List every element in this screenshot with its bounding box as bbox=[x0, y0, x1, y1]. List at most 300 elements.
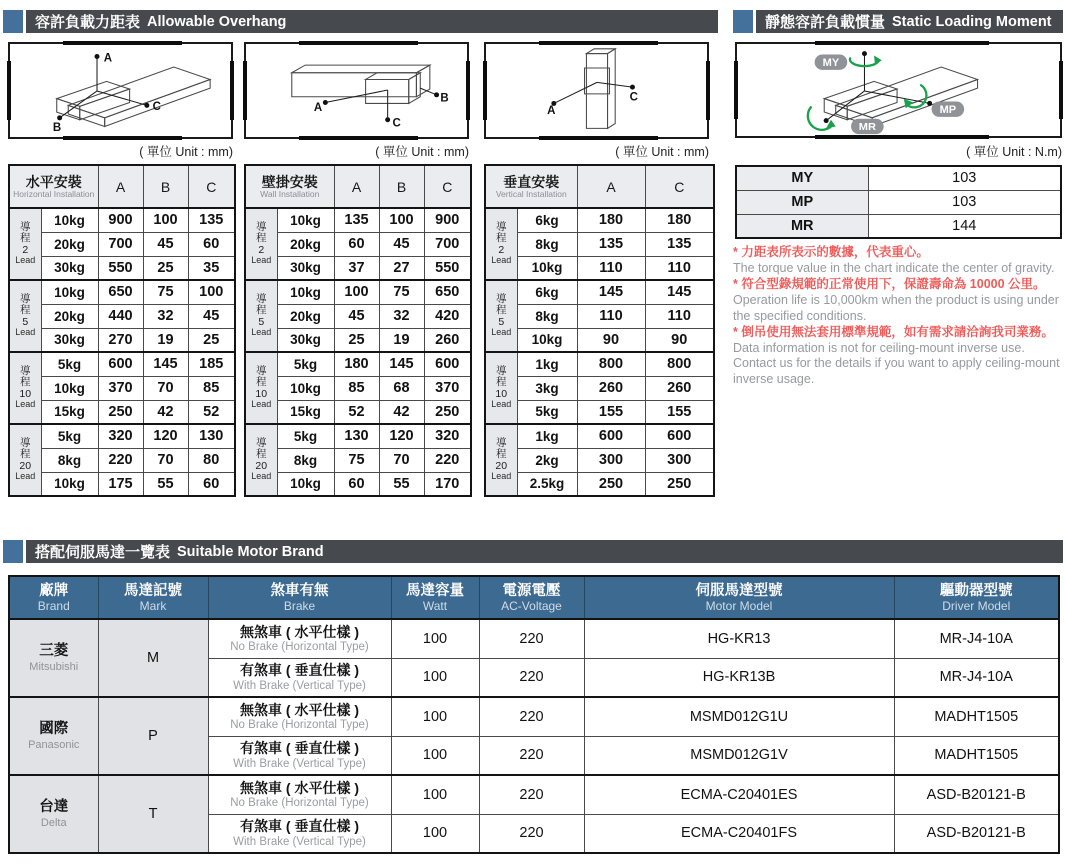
note-text-zh: * 力距表所表示的數據，代表重心。 bbox=[733, 245, 929, 259]
accent-square bbox=[3, 10, 23, 33]
load-cell: 6kg bbox=[517, 280, 577, 304]
moment-label-mp: MP bbox=[939, 104, 957, 116]
point-label-b: B bbox=[52, 122, 62, 135]
motor-column-header-en: Brake bbox=[283, 598, 316, 613]
table-row bbox=[485, 448, 714, 472]
note-text-zh: * 倒吊使用無法套用標準規範，如有需求請洽詢我司業務。 bbox=[733, 325, 1054, 340]
frame-border-mark bbox=[466, 61, 470, 121]
driver-model-cell: MR-J4-10A bbox=[894, 619, 1059, 658]
watt-cell: 100 bbox=[391, 775, 479, 814]
value-cell: 260 bbox=[424, 328, 471, 352]
moment-label-cell: MP bbox=[736, 190, 868, 214]
value-cell: 52 bbox=[334, 400, 379, 424]
moment-badge-my bbox=[815, 55, 848, 70]
static-loading-moment-table bbox=[735, 165, 1062, 239]
value-cell: 135 bbox=[188, 208, 235, 232]
value-cell: 180 bbox=[577, 208, 645, 232]
value-cell: 60 bbox=[334, 232, 379, 256]
unit-label-mm: ( 單位 Unit : mm) bbox=[139, 145, 233, 159]
value-cell: 110 bbox=[577, 256, 645, 280]
motor-model-cell: ECMA-C20401ES bbox=[584, 775, 894, 814]
load-cell: 5kg bbox=[277, 424, 334, 448]
load-cell: 10kg bbox=[517, 256, 577, 280]
note-text-en: Operation life is 10,000km when the product is using under the specified conditions. bbox=[733, 292, 1059, 323]
frame-border-mark bbox=[483, 61, 487, 121]
point-label-c: C bbox=[152, 101, 161, 114]
value-cell: 60 bbox=[334, 472, 379, 496]
section-title-en: Allowable Overhang bbox=[147, 13, 287, 30]
section-title-bar bbox=[756, 10, 1063, 33]
driver-model-cell: ASD-B20121-B bbox=[894, 775, 1059, 814]
column-header: B bbox=[379, 165, 424, 208]
vertical-installation-table-host bbox=[484, 164, 715, 497]
motor-column-header bbox=[584, 576, 894, 619]
table-row bbox=[9, 280, 235, 304]
brake-text-en: No Brake (Horizontal Type) bbox=[230, 719, 369, 732]
brand-cell bbox=[9, 619, 98, 697]
value-cell: 70 bbox=[143, 376, 188, 400]
value-cell: 120 bbox=[143, 424, 188, 448]
value-cell: 32 bbox=[379, 304, 424, 328]
load-cell: 2kg bbox=[517, 448, 577, 472]
table-row bbox=[245, 208, 471, 232]
motor-column-header bbox=[479, 576, 584, 619]
note-text-zh: * 符合型錄規範的正常使用下，保證壽命為 10000 公里。 bbox=[733, 277, 1046, 292]
value-cell: 600 bbox=[424, 352, 471, 376]
unit-label-nm: ( 單位 Unit : N.m) bbox=[966, 145, 1062, 159]
voltage-cell: 220 bbox=[479, 619, 584, 658]
value-cell: 100 bbox=[143, 208, 188, 232]
brand-cell bbox=[9, 697, 98, 775]
value-cell: 300 bbox=[577, 448, 645, 472]
value-cell: 42 bbox=[379, 400, 424, 424]
section-title-zh: 容許負載力距表 bbox=[35, 14, 141, 31]
value-cell: 170 bbox=[424, 472, 471, 496]
value-cell: 135 bbox=[334, 208, 379, 232]
overhang-table bbox=[8, 164, 236, 497]
moment-row bbox=[736, 166, 1061, 190]
motor-column-header-zh: 馬達記號 bbox=[124, 582, 182, 599]
value-cell: 25 bbox=[143, 256, 188, 280]
brake-text-en: No Brake (Horizontal Type) bbox=[230, 797, 369, 810]
motor-header-row bbox=[9, 576, 1059, 619]
table-row bbox=[245, 304, 471, 328]
horizontal-installation-table-host bbox=[8, 164, 236, 497]
table-row bbox=[245, 280, 471, 304]
value-cell: 650 bbox=[424, 280, 471, 304]
brand-name-en: Delta bbox=[40, 816, 67, 829]
value-cell: 37 bbox=[334, 256, 379, 280]
load-cell: 20kg bbox=[41, 304, 98, 328]
watt-cell: 100 bbox=[391, 697, 479, 736]
value-cell: 110 bbox=[645, 304, 714, 328]
moment-row bbox=[736, 214, 1061, 238]
value-cell: 90 bbox=[645, 328, 714, 352]
value-cell: 900 bbox=[424, 208, 471, 232]
table-row bbox=[485, 376, 714, 400]
table-row bbox=[9, 328, 235, 352]
load-cell: 10kg bbox=[41, 472, 98, 496]
table-title-en: Horizontal Installation bbox=[13, 188, 95, 199]
value-cell: 55 bbox=[379, 472, 424, 496]
value-cell: 75 bbox=[379, 280, 424, 304]
value-cell: 600 bbox=[645, 424, 714, 448]
moment-value-cell: 144 bbox=[868, 214, 1061, 238]
table-title-zh: 水平安裝 bbox=[25, 173, 82, 190]
load-cell: 20kg bbox=[41, 232, 98, 256]
load-cell: 5kg bbox=[41, 352, 98, 376]
load-cell: 5kg bbox=[517, 400, 577, 424]
value-cell: 135 bbox=[645, 232, 714, 256]
diagram-static-loading-moment bbox=[735, 42, 1062, 138]
moment-table-host bbox=[735, 165, 1062, 239]
moment-axes-drawing bbox=[737, 44, 1060, 136]
overhang-table bbox=[244, 164, 472, 497]
value-cell: 320 bbox=[424, 424, 471, 448]
mark-cell: T bbox=[98, 775, 208, 853]
table-title-cell bbox=[9, 165, 98, 208]
value-cell: 25 bbox=[188, 328, 235, 352]
table-row bbox=[9, 424, 235, 448]
value-cell: 27 bbox=[379, 256, 424, 280]
brake-text-zh: 無煞車 ( 水平仕樣 ) bbox=[240, 779, 359, 796]
vertical-rail-drawing bbox=[486, 44, 707, 137]
table-row bbox=[9, 448, 235, 472]
value-cell: 45 bbox=[379, 232, 424, 256]
brake-cell bbox=[208, 814, 391, 853]
value-cell: 68 bbox=[379, 376, 424, 400]
load-cell: 5kg bbox=[41, 424, 98, 448]
table-title-zh: 垂直安裝 bbox=[503, 173, 560, 190]
brake-text-zh: 有煞車 ( 垂直仕樣 ) bbox=[240, 740, 359, 757]
value-cell: 130 bbox=[334, 424, 379, 448]
table-row bbox=[485, 256, 714, 280]
motor-column-header-zh: 煞車有無 bbox=[270, 582, 329, 599]
motor-column-header-en: Motor Model bbox=[705, 598, 773, 613]
value-cell: 300 bbox=[645, 448, 714, 472]
load-cell: 30kg bbox=[41, 328, 98, 352]
value-cell: 135 bbox=[577, 232, 645, 256]
brand-name-zh: 國際 bbox=[39, 721, 69, 738]
value-cell: 100 bbox=[188, 280, 235, 304]
value-cell: 250 bbox=[645, 472, 714, 496]
table-row bbox=[9, 376, 235, 400]
load-cell: 10kg bbox=[41, 280, 98, 304]
table-row bbox=[9, 400, 235, 424]
value-cell: 45 bbox=[334, 304, 379, 328]
table-title-en: Vertical Installation bbox=[495, 188, 567, 199]
moment-label-cell: MR bbox=[736, 214, 868, 238]
horizontal-rail-drawing bbox=[10, 44, 231, 137]
lead-group-label: 導 程 5 Lead bbox=[245, 280, 277, 352]
motor-column-header-zh: 電源電壓 bbox=[502, 582, 561, 599]
table-row bbox=[485, 472, 714, 496]
brake-cell bbox=[208, 775, 391, 814]
section-title-bar bbox=[26, 540, 1063, 563]
value-cell: 440 bbox=[98, 304, 143, 328]
column-header: A bbox=[577, 165, 645, 208]
value-cell: 45 bbox=[188, 304, 235, 328]
load-cell: 5kg bbox=[277, 352, 334, 376]
load-cell: 10kg bbox=[41, 376, 98, 400]
value-cell: 220 bbox=[98, 448, 143, 472]
moment-badge-mr bbox=[851, 119, 884, 134]
brand-name-zh: 台達 bbox=[39, 799, 69, 816]
table-row bbox=[245, 448, 471, 472]
value-cell: 180 bbox=[334, 352, 379, 376]
value-cell: 550 bbox=[98, 256, 143, 280]
watt-cell: 100 bbox=[391, 658, 479, 697]
frame-border-mark bbox=[1059, 61, 1063, 120]
table-row bbox=[9, 256, 235, 280]
voltage-cell: 220 bbox=[479, 697, 584, 736]
frame-border-mark bbox=[815, 41, 989, 45]
lead-group-label: 導 程 20 Lead bbox=[9, 424, 41, 496]
note-text-en: The torque value in the chart indicate the center of gravity. bbox=[733, 260, 1055, 275]
value-cell: 145 bbox=[379, 352, 424, 376]
motor-column-header bbox=[9, 576, 98, 619]
value-cell: 600 bbox=[98, 352, 143, 376]
wall-rail-drawing bbox=[246, 44, 467, 137]
unit-label-mm: ( 單位 Unit : mm) bbox=[375, 145, 469, 159]
moment-label-cell: MY bbox=[736, 166, 868, 190]
lead-group-label: 導 程 10 Lead bbox=[245, 352, 277, 424]
lead-group-label: 導 程 5 Lead bbox=[9, 280, 41, 352]
motor-model-cell: MSMD012G1U bbox=[584, 697, 894, 736]
driver-model-cell: MADHT1505 bbox=[894, 697, 1059, 736]
brake-cell bbox=[208, 697, 391, 736]
motor-row bbox=[9, 697, 1059, 736]
column-header: C bbox=[424, 165, 471, 208]
load-cell: 8kg bbox=[517, 304, 577, 328]
motor-column-header-en: Driver Model bbox=[942, 598, 1011, 613]
value-cell: 370 bbox=[98, 376, 143, 400]
value-cell: 155 bbox=[577, 400, 645, 424]
table-title-en: Wall Installation bbox=[260, 188, 320, 199]
point-label-a: A bbox=[313, 102, 323, 115]
value-cell: 110 bbox=[645, 256, 714, 280]
driver-model-cell: ASD-B20121-B bbox=[894, 814, 1059, 853]
load-cell: 10kg bbox=[277, 280, 334, 304]
table-row bbox=[485, 304, 714, 328]
value-cell: 250 bbox=[98, 400, 143, 424]
point-label-a: A bbox=[103, 52, 113, 65]
driver-model-cell: MR-J4-10A bbox=[894, 658, 1059, 697]
frame-border-mark bbox=[7, 61, 11, 121]
brand-name-zh: 三菱 bbox=[39, 643, 69, 660]
table-row bbox=[9, 232, 235, 256]
frame-border-mark bbox=[230, 61, 234, 121]
value-cell: 180 bbox=[645, 208, 714, 232]
driver-model-cell: MADHT1505 bbox=[894, 736, 1059, 775]
value-cell: 420 bbox=[424, 304, 471, 328]
motor-column-header-zh: 驅動器型號 bbox=[940, 582, 1013, 599]
notes-block bbox=[733, 244, 1064, 388]
moment-badge-mp bbox=[932, 102, 965, 117]
table-row bbox=[9, 304, 235, 328]
value-cell: 130 bbox=[188, 424, 235, 448]
diagram-vertical-installation bbox=[484, 42, 709, 139]
value-cell: 220 bbox=[424, 448, 471, 472]
frame-border-mark bbox=[243, 61, 247, 121]
lead-group-label: 導 程 20 Lead bbox=[485, 424, 517, 496]
value-cell: 550 bbox=[424, 256, 471, 280]
motor-column-header bbox=[391, 576, 479, 619]
motor-column-header-en: Mark bbox=[139, 598, 167, 613]
value-cell: 185 bbox=[188, 352, 235, 376]
table-row bbox=[245, 424, 471, 448]
watt-cell: 100 bbox=[391, 736, 479, 775]
value-cell: 80 bbox=[188, 448, 235, 472]
load-cell: 10kg bbox=[277, 208, 334, 232]
value-cell: 35 bbox=[188, 256, 235, 280]
table-header-row bbox=[485, 165, 714, 208]
table-row bbox=[245, 256, 471, 280]
brake-cell bbox=[208, 658, 391, 697]
value-cell: 85 bbox=[188, 376, 235, 400]
value-cell: 90 bbox=[577, 328, 645, 352]
value-cell: 75 bbox=[334, 448, 379, 472]
table-title-cell bbox=[245, 165, 334, 208]
lead-group-label: 導 程 10 Lead bbox=[9, 352, 41, 424]
table-row bbox=[245, 328, 471, 352]
load-cell: 10kg bbox=[277, 376, 334, 400]
value-cell: 100 bbox=[379, 208, 424, 232]
motor-column-header-zh: 馬達容量 bbox=[406, 582, 464, 599]
point-label-a: A bbox=[547, 104, 556, 117]
value-cell: 45 bbox=[143, 232, 188, 256]
accent-square bbox=[733, 10, 753, 33]
value-cell: 60 bbox=[188, 472, 235, 496]
watt-cell: 100 bbox=[391, 619, 479, 658]
value-cell: 110 bbox=[577, 304, 645, 328]
motor-row bbox=[9, 775, 1059, 814]
load-cell: 6kg bbox=[517, 208, 577, 232]
column-header: B bbox=[143, 165, 188, 208]
motor-model-cell: HG-KR13B bbox=[584, 658, 894, 697]
load-cell: 15kg bbox=[41, 400, 98, 424]
value-cell: 60 bbox=[188, 232, 235, 256]
brake-text-zh: 無煞車 ( 水平仕樣 ) bbox=[240, 701, 359, 718]
frame-border-mark bbox=[706, 61, 710, 121]
table-row bbox=[9, 208, 235, 232]
load-cell: 20kg bbox=[277, 232, 334, 256]
value-cell: 700 bbox=[424, 232, 471, 256]
value-cell: 175 bbox=[98, 472, 143, 496]
value-cell: 70 bbox=[379, 448, 424, 472]
value-cell: 19 bbox=[143, 328, 188, 352]
load-cell: 1kg bbox=[517, 352, 577, 376]
load-cell: 30kg bbox=[41, 256, 98, 280]
unit-label-mm: ( 單位 Unit : mm) bbox=[615, 145, 709, 159]
frame-border-mark bbox=[63, 41, 182, 45]
table-row bbox=[485, 400, 714, 424]
brake-cell bbox=[208, 736, 391, 775]
motor-column-header-zh: 伺服馬達型號 bbox=[695, 582, 783, 599]
load-cell: 15kg bbox=[277, 400, 334, 424]
table-row bbox=[485, 424, 714, 448]
value-cell: 145 bbox=[645, 280, 714, 304]
value-cell: 145 bbox=[577, 280, 645, 304]
value-cell: 600 bbox=[577, 424, 645, 448]
motor-column-header bbox=[208, 576, 391, 619]
motor-column-header-en: Watt bbox=[422, 598, 448, 613]
lead-group-label: 導 程 2 Lead bbox=[245, 208, 277, 280]
brake-text-en: With Brake (Vertical Type) bbox=[233, 757, 366, 770]
motor-column-header-en: AC-Voltage bbox=[501, 598, 562, 613]
mark-cell: M bbox=[98, 619, 208, 697]
brake-cell bbox=[208, 619, 391, 658]
table-row bbox=[9, 472, 235, 496]
table-row bbox=[485, 232, 714, 256]
suitable-motor-table bbox=[8, 575, 1060, 854]
lead-group-label: 導 程 2 Lead bbox=[485, 208, 517, 280]
frame-border-mark bbox=[299, 136, 418, 140]
value-cell: 270 bbox=[98, 328, 143, 352]
load-cell: 8kg bbox=[41, 448, 98, 472]
value-cell: 52 bbox=[188, 400, 235, 424]
lead-group-label: 導 程 10 Lead bbox=[485, 352, 517, 424]
value-cell: 75 bbox=[143, 280, 188, 304]
voltage-cell: 220 bbox=[479, 736, 584, 775]
section-title-bar bbox=[26, 10, 718, 33]
brake-text-zh: 有煞車 ( 垂直仕樣 ) bbox=[240, 662, 359, 679]
load-cell: 30kg bbox=[277, 256, 334, 280]
frame-border-mark bbox=[539, 41, 658, 45]
table-header-row bbox=[245, 165, 471, 208]
table-title-zh: 壁掛安裝 bbox=[261, 173, 318, 190]
lead-group-label: 導 程 2 Lead bbox=[9, 208, 41, 280]
motor-model-cell: HG-KR13 bbox=[584, 619, 894, 658]
wall-installation-table-host bbox=[244, 164, 472, 497]
load-cell: 20kg bbox=[277, 304, 334, 328]
voltage-cell: 220 bbox=[479, 775, 584, 814]
table-row bbox=[485, 208, 714, 232]
value-cell: 370 bbox=[424, 376, 471, 400]
value-cell: 800 bbox=[577, 352, 645, 376]
frame-border-mark bbox=[299, 41, 418, 45]
table-row bbox=[485, 352, 714, 376]
lead-group-label: 導 程 5 Lead bbox=[485, 280, 517, 352]
section-title-en: Suitable Motor Brand bbox=[177, 543, 324, 560]
point-label-c: C bbox=[629, 91, 638, 104]
moment-value-cell: 103 bbox=[868, 190, 1061, 214]
value-cell: 900 bbox=[98, 208, 143, 232]
moment-row bbox=[736, 190, 1061, 214]
load-cell: 8kg bbox=[517, 232, 577, 256]
table-row bbox=[485, 280, 714, 304]
table-header-row bbox=[9, 165, 235, 208]
value-cell: 250 bbox=[577, 472, 645, 496]
value-cell: 100 bbox=[334, 280, 379, 304]
moment-label-mr: MR bbox=[858, 121, 876, 134]
section-header-allowable-overhang bbox=[3, 10, 718, 33]
load-cell: 10kg bbox=[277, 472, 334, 496]
brand-name-en: Panasonic bbox=[28, 738, 80, 751]
point-label-b: B bbox=[440, 92, 449, 105]
column-header: C bbox=[645, 165, 714, 208]
note-text-en: Data information is not for ceiling-mount inverse use. Contact us for the details if you want to apply ceiling-mount inverse usage. bbox=[733, 340, 1060, 386]
diagram-horizontal-installation bbox=[8, 42, 233, 139]
value-cell: 650 bbox=[98, 280, 143, 304]
value-cell: 32 bbox=[143, 304, 188, 328]
brand-name-en: Mitsubishi bbox=[29, 660, 79, 673]
moment-label-my: MY bbox=[822, 57, 840, 70]
column-header: C bbox=[188, 165, 235, 208]
frame-border-mark bbox=[539, 136, 658, 140]
load-cell: 30kg bbox=[277, 328, 334, 352]
table-row bbox=[9, 352, 235, 376]
